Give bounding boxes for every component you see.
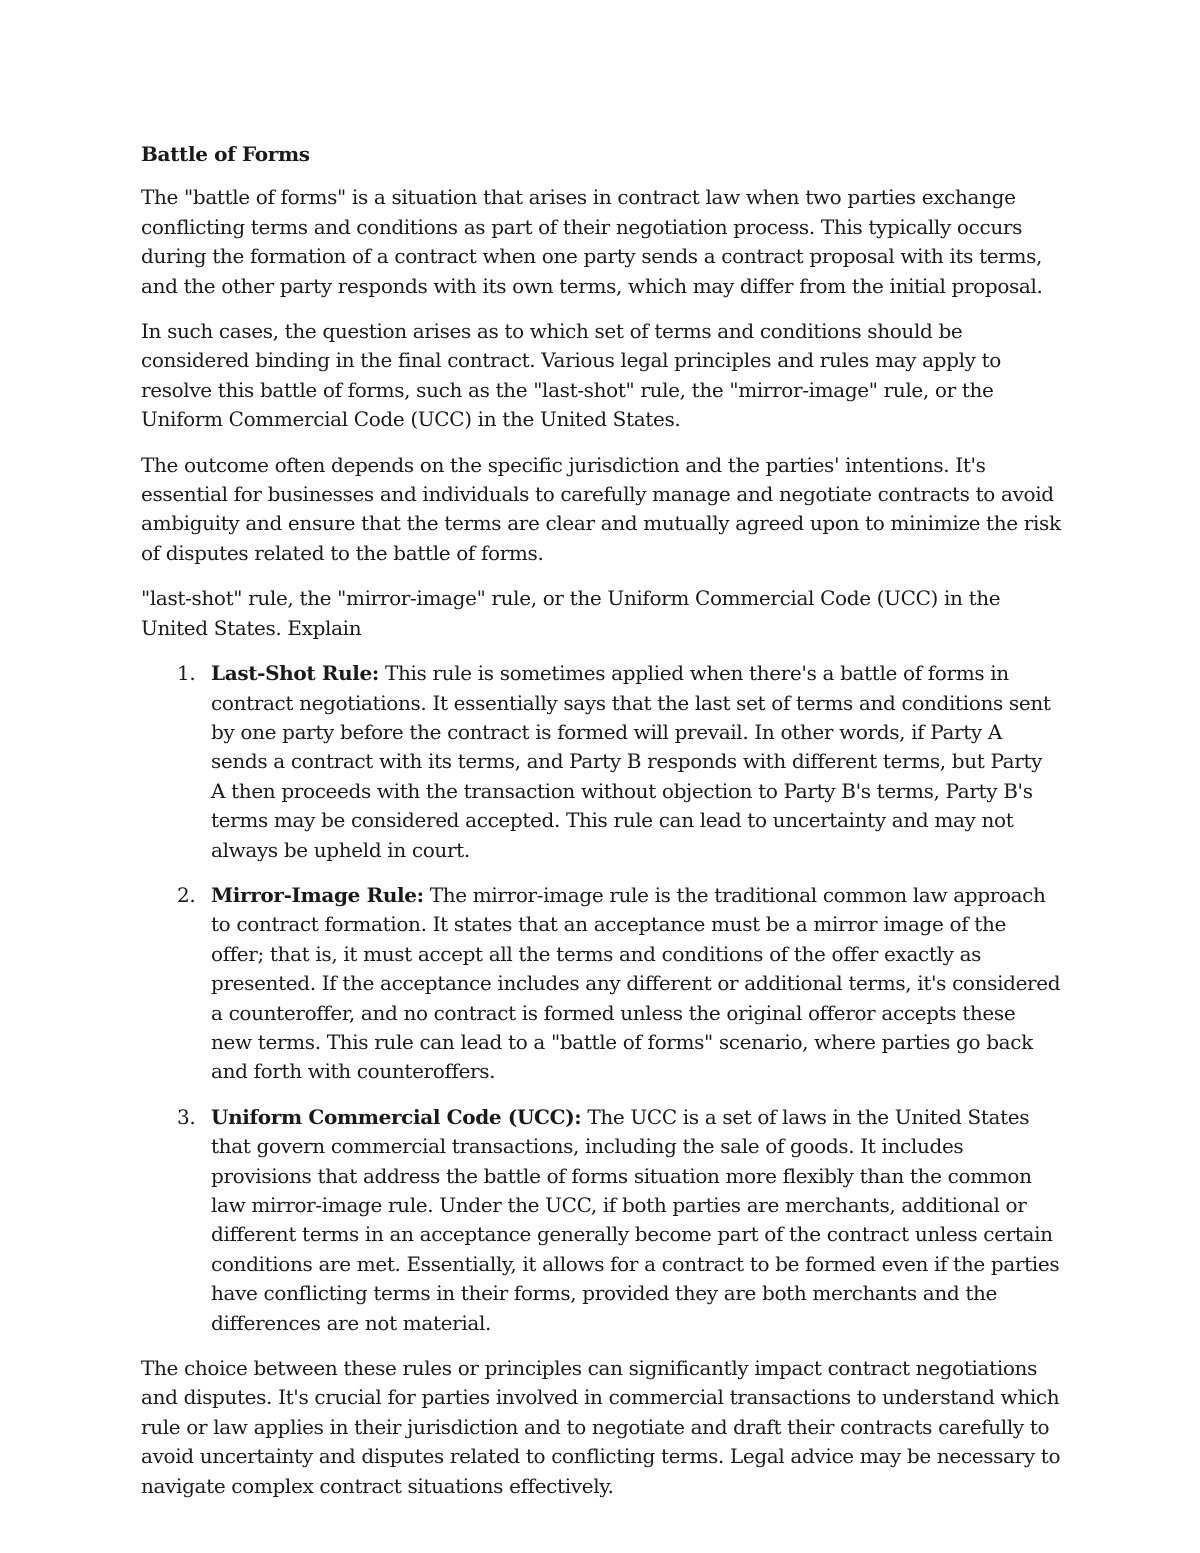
outcome-paragraph: The outcome often depends on the specific jurisdiction and the parties' intentions. It's essential for businesses and individuals to carefully manage and negotiate contracts to avoid ambiguity and ensure that the terms are clear and mutually agreed upon to minimize the risk of disputes related to the battle of forms. [141, 452, 1061, 565]
conclusion-paragraph: The choice between these rules or principles can significantly impact contract negotiations and disputes. It's crucial for parties involved in commercial transactions to understand which rule or law applies in their jurisdiction and to negotiate and draft their contracts carefully to avoid uncertainty and disputes related to conflicting terms. Legal advice may be necessary to navigate complex contract situations effectively. [141, 1356, 1061, 1498]
cases-paragraph: In such cases, the question arises as to which set of terms and conditions should be considered binding in the final contract. Various legal principles and rules may apply to resolve this battle of forms, such as the "last-shot" rule, the "mirror-image" rule, or the Uniform Commercial Code (UCC) in the United States. [141, 319, 1001, 432]
question-paragraph: "last-shot" rule, the "mirror-image" rule, or the Uniform Commercial Code (UCC) in the United States. Explain [141, 586, 1001, 640]
list-number: 2. [177, 882, 196, 907]
list-number: 1. [177, 661, 196, 686]
list-item-mirror-image [141, 881, 1061, 1087]
list-item-ucc [141, 1103, 1061, 1338]
list-term: Uniform Commercial Code (UCC): [211, 1104, 582, 1129]
document-body [141, 140, 1061, 1517]
intro-paragraph: The "battle of forms" is a situation that arises in contract law when two parties exchange conflicting terms and conditions as part of their negotiation process. This typically occurs during the formation of a contract when one party sends a contract proposal with its terms, and the other party responds with its own terms, which may differ from the initial proposal. [141, 185, 1043, 298]
list-item-last-shot [141, 659, 1061, 865]
list-term: Last-Shot Rule: [211, 661, 379, 686]
list-number: 3. [177, 1104, 196, 1129]
list-text: The mirror-image rule is the traditional common law approach to contract formation. It states that an acceptance must be a mirror image of the offer; that is, it must accept all the terms and conditions of the offer exactly as presented. If the acceptance includes any different or additional terms, it's considered a counteroffer, and no contract is formed unless the original offeror accepts these new terms. This rule can lead to a "battle of forms" scenario, where parties go back and forth with counteroffers. [211, 882, 1061, 1084]
rules-list [141, 659, 1061, 1338]
list-text: This rule is sometimes applied when there's a battle of forms in contract negotiations. It essentially says that the last set of terms and conditions sent by one party before the contract is formed will prevail. In other words, if Party A sends a contract with its terms, and Party B responds with different terms, but Party A then proceeds with the transaction without objection to Party B's terms, Party B's terms may be considered accepted. This rule can lead to uncertainty and may not always be upheld in court. [211, 661, 1051, 862]
document-title: Battle of Forms [141, 142, 310, 166]
list-text: The UCC is a set of laws in the United States that govern commercial transactions, including the sale of goods. It includes provisions that address the battle of forms situation more flexibly than the common law mirror-image rule. Under the UCC, if both parties are merchants, additional or different terms in an acceptance generally become part of the contract unless certain conditions are met. Essentially, it allows for a contract to be formed even if the parties have conflicting terms in their forms, provided they are both merchants and the differences are not material. [211, 1104, 1060, 1335]
list-term: Mirror-Image Rule: [211, 882, 424, 907]
